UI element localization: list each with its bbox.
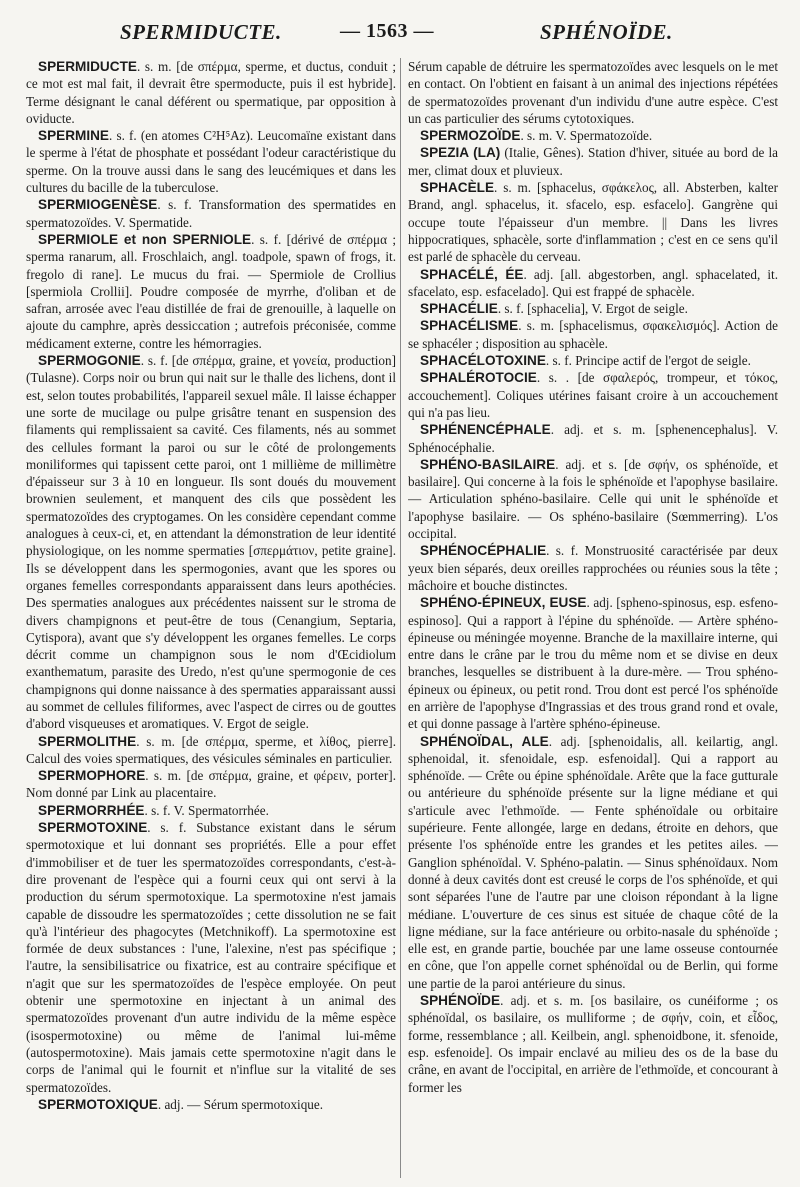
dictionary-entry xyxy=(408,594,778,732)
entry-definition: . s. f. [de σπέρμα, graine, et γονεία, production] (Tulasne). Corps noir ou brun qui nait sur le thalle des lichens, dont il est, selon toutes probabilités, l'appareil sexuel mâle. Il laisse échapper une sorte de mucilage ou pulpe grisâtre tenant en suspension des filaments qui remplissaient sa cavité. Ces filaments, nés au sommet des cellules formant la paroi ou sur le côté de prolongements moniliformes qui tapissent cette paroi, ont 1 millième de millimètre d'épaisseur sur 3 à 10 en longueur. Ils sont doués du mouvement brownien seulement, et manquent des cils que possèdent les spermatozoïdes des cryptogames. On les considère cependant comme analogues à ceux-ci, et, en attendant la démonstration de leur identité physiologique, on les nomme spermaties [σπερμάτιον, petite graine]. Ils se développent dans les spermogonies, avant que les spores ou organes femelles correspondants apparaissent dans leurs apothécies. Des spermaties analogues aux précédentes naissent sur le stroma de divers champignons et peut-être de tous (Cenangium, Septaria, Cytispora), avant que s'y développent les organes femelles. Le corps décrit comme un champignon sous le nom d'Œcidiolum exanthematum, parasite des Uredo, n'est qu'une spermogonie de ces champignons qui donne naissance à des spermaties apparaissant aussi au sommet de cellules filiformes, avec l'aspect de cirres ou de gouttes d'abord visqueuses et aromatiques. V. Ergot de seigle. xyxy=(26,353,396,732)
dictionary-entry xyxy=(26,767,396,802)
entry-definition: . s. m. [sphacelismus, σφακελισμός]. Action de se sphacéler ; disposition au sphacèle. xyxy=(408,318,778,351)
dictionary-entry xyxy=(408,266,778,301)
entry-definition: . s. f. [sphacelia], V. Ergot de seigle. xyxy=(497,301,688,317)
dictionary-entry xyxy=(408,733,778,992)
entry-headword: SPHÉNENCÉPHALE xyxy=(420,422,551,438)
entry-headword: SPHACÉLÉ, ÉE xyxy=(420,266,524,282)
dictionary-entry xyxy=(408,992,778,1096)
entry-definition: . adj. et s. m. [sphenencephalus]. V. Sphénocéphalie. xyxy=(408,422,778,455)
entry-headword: SPHACÉLISME xyxy=(420,318,519,334)
dictionary-entry xyxy=(408,300,778,317)
entry-headword: SPHÉNOCÉPHALIE xyxy=(420,543,547,559)
dictionary-entry xyxy=(408,127,778,144)
dictionary-entry xyxy=(26,352,396,733)
entry-definition: . adj. et s. [de σφήν, os sphénoïde, et basilaire]. Qui concerne à la fois le sphénoïde et l'apophyse basilaire. — Articulation sphéno-basilaire. Celle qui unit le sphénoïde et l'apophyse basilaire. — Os sphéno-basilaire (Sœmmerring). L'os occipital. xyxy=(408,456,778,542)
entry-headword: SPHACÈLE xyxy=(420,180,495,196)
entry-headword: SPERMOTOXIQUE xyxy=(38,1096,158,1112)
entry-definition: . adj. [all. abgestorben, angl. sphacelated, it. sfacelato, esp. esfacelado]. Qui est frappé de sphacèle. xyxy=(408,266,778,299)
dictionary-entry xyxy=(408,421,778,456)
dictionary-entry xyxy=(408,542,778,594)
entry-headword: SPHÉNOÏDE xyxy=(420,993,501,1009)
right-column xyxy=(408,58,778,1178)
dictionary-entry xyxy=(26,1096,396,1113)
entry-definition: . adj. et s. m. [os basilaire, os cunéiforme ; os sphénoïdal, os basilaire, os mulliforme ; de σφήν, coin, et εἶδος, forme, ressemblance ; all. Keilbein, angl. sphenoidbone, it. sfenoide, esp. esfenoide]. Os impair enclavé au milieu des os de la base du crâne, en avant de l'occipital, en arrière de l'ethmoïde, et concourant à former les xyxy=(408,993,778,1095)
dictionary-entry xyxy=(26,127,396,196)
dictionary-entry xyxy=(26,819,396,1096)
entry-headword: SPHÉNO-ÉPINEUX, EUSE xyxy=(420,595,587,611)
dictionary-entry xyxy=(408,317,778,352)
dictionary-entry xyxy=(408,58,778,127)
entry-definition: . s. m. [de σπέρμα, sperme, et λίθος, pierre]. Calcul des voies spermatiques, des vésicules séminales en particulier. xyxy=(26,733,396,766)
entry-headword: SPERMINE xyxy=(38,128,110,144)
entry-headword: SPERMOTOXINE xyxy=(38,820,148,836)
entry-headword: SPERMOZOÏDE xyxy=(420,128,521,144)
entry-definition: . s. f. Transformation des spermatides en spermatozoïdes. V. Spermatide. xyxy=(26,197,396,230)
entry-headword: SPERMOPHORE xyxy=(38,768,146,784)
entry-headword: SPERMOGONIE xyxy=(38,353,141,369)
entry-headword: SPERMORRHÉE xyxy=(38,802,145,818)
dictionary-entry xyxy=(26,802,396,819)
entry-definition: . s. f. Substance existant dans le sérum spermotoxique et lui donnant ses propriétés. Elle a pour effet d'immobiliser et de tuer les spermatozoïdes correspondants, c'est-à-dire provenant de l'espèce qui a fourni ceux qui ont servi à la production du sérum spermotoxique. La spermotoxine n'est jamais capable de dissoudre les spermatozoïdes ; cette dissolution ne se fait qu'à l'intérieur des phagocytes (Metchnikoff). La spermotoxine est formée de deux substances : l'une, l'alexine, n'est pas spécifique ; l'autre, la sensibilisatrice ou fixatrice, est au contraire spécifique et n'agit que sur les spermatozoïdes de l'espèce employée. On peut obtenir une spermotoxine en injectant à un animal des spermatozoïdes provenant d'un autre individu de la même espèce (isospermotoxine) ou même de l'animal lui-même (autospermotoxine). Mais jamais cette spermotoxine n'agit dans le corps de l'animal qui le fournit et n'influe sur la vitalité de ses spermatozoïdes. xyxy=(26,820,396,1095)
entry-headword: SPERMIOGENÈSE xyxy=(38,197,158,213)
entry-definition: . s. f. [dérivé de σπέρμα ; sperma ranarum, all. Froschlaich, angl. toadpole, spawn of frogs, it. fregolo di rane]. Le mucus du frai. — Spermiole de Crollius [spermiola Crollii]. Poudre composée de myrrhe, d'oliban et de safran, arrosée avec l'eau distillée de frai de grenouille, à laquelle on ajoute du camphre, après dessiccation ; autrefois préconisée, comme médicament externe, contre les hémorragies. xyxy=(26,231,396,351)
entry-headword: SPHÉNO-BASILAIRE xyxy=(420,456,556,472)
entry-definition: . s. m. [sphacelus, σφάκελος, all. Absterben, kalter Brand, angl. sphacelus, it. sfacelo, esp. esfacelo]. Gangrène qui occupe toute l'épaisseur d'un membre. || Dans les livres hippocratiques, sphacèle, sorte d'inflammation ; c'est en ce sens qu'il est parlé de sphacèle du cerveau. xyxy=(408,180,778,265)
dictionary-entry xyxy=(26,196,396,231)
entry-definition: . s. f. V. Spermatorrhée. xyxy=(144,802,269,818)
dictionary-entry xyxy=(408,369,778,421)
entry-definition: . adj. [sphenoidalis, all. keilartig, angl. sphenoidal, it. sfenoidale, esp. esfenoidal]. Qui a rapport au sphénoïde. — Crête ou épine sphénoïdale. Arête que la face gutturale ou antérieure du sphénoïde présente sur la ligne médiane et qui s'articule avec l'ethmoïde. — Fente sphénoïdale ou orbitaire supérieure. Fente allongée, large en dedans, étroite en dehors, que présente l'os sphénoïde entre les grandes et les petites ailes. — Ganglion sphénoïdal. V. Sphéno-palatin. — Sinus sphénoïdaux. Nom donné à deux cavités dont est creusé le corps de l'os sphénoïde, et qui sont séparées l'une de l'autre par une cloison répondant à la ligne médiane. L'ouverture de ces sinus est située de chaque côté de la ligne médiane, sur la face antérieure ou orbito-nasale du sphénoïde ; elle est, en grande partie, bouchée par une lame osseuse contournée en cône, que l'on appelle cornet sphénoïdal ou de Berlin, qui forme une partie de la paroi antérieure du sinus. xyxy=(408,733,778,991)
entry-headword: SPHACÉLOTOXINE xyxy=(420,353,546,369)
dictionary-entry xyxy=(26,733,396,768)
entry-headword: SPERMIOLE et non SPERNIOLE xyxy=(38,231,252,247)
entry-definition: . s. f. Monstruosité caractérisée par deux yeux bien séparés, deux oreilles rapprochées ou réunies sous la tête ; mâchoire et bouche distinctes. xyxy=(408,543,778,593)
dictionary-entry xyxy=(408,352,778,369)
entry-definition: . adj. [spheno-spinosus, esp. esfeno-espinoso]. Qui a rapport à l'épine du sphénoïde. — Artère sphéno-épineuse ou méningée moyenne. Branche de la maxillaire interne, qui entre dans le crâne par le trou du même nom et se divise en deux branches, lesquelles se distribuent à la dure-mère. — Trou sphéno-épineux ou épineux, ou petit rond. Trou dont est percé l'os sphénoïde en arrière de l'apophyse d'Ingrassias et des trous grand rond et ovale, et qui donne passage à l'artère sphéno-épineuse. xyxy=(408,595,778,732)
header-right-guide-word: SPHÉNOÏDE. xyxy=(540,20,673,44)
entry-definition: . s. m. V. Spermatozoïde. xyxy=(520,128,653,144)
entry-definition: . s. f. Principe actif de l'ergot de seigle. xyxy=(545,353,751,369)
entry-headword: SPHÉNOÏDAL, ALE xyxy=(420,733,549,749)
entry-definition: . adj. — Sérum spermotoxique. xyxy=(157,1096,324,1112)
running-header xyxy=(0,20,800,50)
entry-headword: SPHACÉLIE xyxy=(420,301,498,317)
column-divider xyxy=(400,58,401,1178)
entry-headword: SPEZIA (LA) xyxy=(420,145,501,161)
page-number: — 1563 — xyxy=(340,20,434,42)
dictionary-entry xyxy=(26,231,396,352)
entry-definition: (Italie, Gênes). Station d'hiver, située au bord de la mer, climat doux et pluvieux. xyxy=(408,145,778,178)
header-left-guide-word: SPERMIDUCTE. xyxy=(120,20,282,44)
dictionary-entry xyxy=(408,144,778,179)
entry-headword: SPERMOLITHE xyxy=(38,733,137,749)
entry-headword: SPHALÉROTOCIE xyxy=(420,370,537,386)
dictionary-entry xyxy=(26,58,396,127)
entry-definition: . s. m. [de σπέρμα, sperme, et ductus, conduit ; ce mot est mal fait, il devrait être spermoducte, puis il est hybride]. Terme désignant le canal déférent ou spermatique, par opposition à oviducte. xyxy=(26,59,396,126)
dictionary-entry xyxy=(408,456,778,542)
dictionary-entry xyxy=(408,179,778,265)
entry-definition: . s. . [de σφαλερός, trompeur, et τόκος, accouchement]. Coliques utérines faisant croire à un accouchement qui n'a pas lieu. xyxy=(408,370,778,420)
left-column xyxy=(26,58,396,1178)
entry-definition: . s. m. [de σπέρμα, graine, et φέρειν, porter]. Nom donné par Link au placentaire. xyxy=(26,768,396,801)
entry-definition: . s. f. (en atomes C²H⁵Az). Leucomaïne existant dans le sperme à l'état de phosphate et possédant l'odeur caractéristique du sperme. On la trouve aussi dans le sang des leucémiques et dans les cultures du bacille de la tuberculose. xyxy=(26,128,396,196)
entry-definition: Sérum capable de détruire les spermatozoïdes avec lesquels on le met en contact. On l'obtient en faisant à un animal des injections répétées de spermatozoïdes provenant d'un individu d'une autre espèce. C'est un cas particulier des sérums cytotoxiques. xyxy=(408,59,778,126)
entry-headword: SPERMIDUCTE xyxy=(38,59,137,74)
